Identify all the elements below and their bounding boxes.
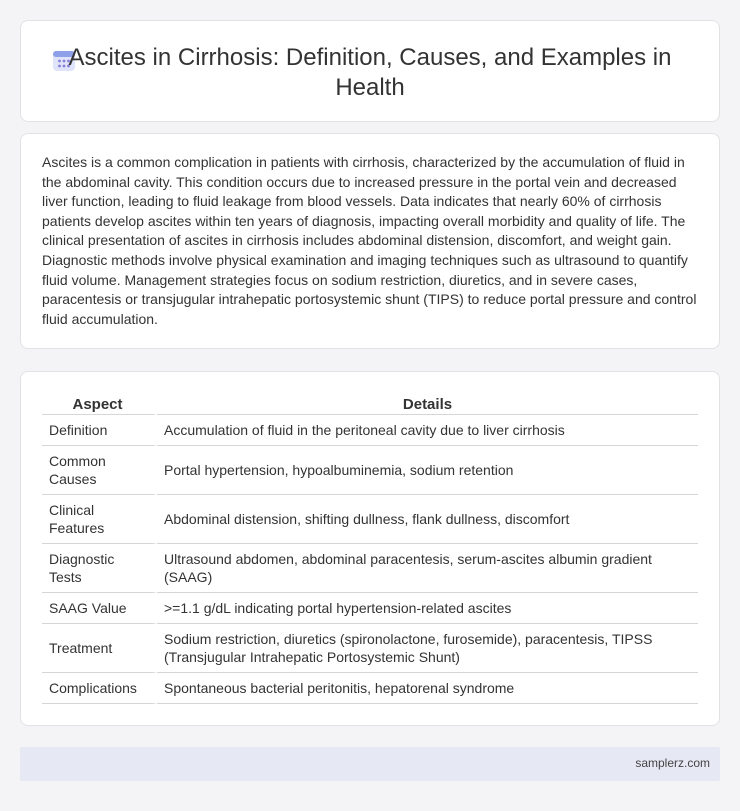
footer-site-link[interactable]: samplerz.com bbox=[635, 756, 710, 770]
row-aspect: SAAG Value bbox=[42, 593, 157, 624]
table-card bbox=[20, 371, 720, 726]
row-details: Sodium restriction, diuretics (spironolactone, furosemide), paracentesis, TIPSS (Transjugular Intrahepatic Portosystemic Shunt) bbox=[157, 624, 698, 673]
table-row bbox=[42, 673, 698, 704]
title-card bbox=[20, 20, 720, 122]
header-aspect: Aspect bbox=[42, 394, 157, 415]
row-details: Spontaneous bacterial peritonitis, hepatorenal syndrome bbox=[157, 673, 698, 704]
table-header-row bbox=[42, 394, 698, 415]
row-aspect: Diagnostic Tests bbox=[42, 544, 157, 593]
row-aspect: Definition bbox=[42, 415, 157, 446]
row-details: Portal hypertension, hypoalbuminemia, sodium retention bbox=[157, 446, 698, 495]
table-row bbox=[42, 415, 698, 446]
row-details: >=1.1 g/dL indicating portal hypertension-related ascites bbox=[157, 593, 698, 624]
row-details: Abdominal distension, shifting dullness, flank dullness, discomfort bbox=[157, 495, 698, 544]
row-details: Ultrasound abdomen, abdominal paracentesis, serum-ascites albumin gradient (SAAG) bbox=[157, 544, 698, 593]
header-details: Details bbox=[157, 394, 698, 415]
aspects-table bbox=[42, 394, 698, 704]
footer-bar bbox=[20, 747, 720, 781]
table-row bbox=[42, 446, 698, 495]
row-details: Accumulation of fluid in the peritoneal cavity due to liver cirrhosis bbox=[157, 415, 698, 446]
table-row bbox=[42, 624, 698, 673]
intro-paragraph: Ascites is a common complication in patients with cirrhosis, characterized by the accumulation of fluid in the abdominal cavity. This condition occurs due to increased pressure in the portal vein and decreased liver function, leading to fluid leakage from blood vessels. Data indicates that nearly 60% of cirrhosis patients develop ascites within ten years of diagnosis, impacting overall morbidity and quality of life. The clinical presentation of ascites in cirrhosis includes abdominal distension, discomfort, and weight gain. Diagnostic methods involve physical examination and imaging techniques such as ultrasound to quantify fluid volume. Management strategies focus on sodium restriction, diuretics, and in severe cases, paracentesis or transjugular intrahepatic portosystemic shunt (TIPS) to reduce portal pressure and control fluid accumulation. bbox=[42, 154, 697, 327]
row-aspect: Clinical Features bbox=[42, 495, 157, 544]
intro-card bbox=[20, 133, 720, 349]
row-aspect: Treatment bbox=[42, 624, 157, 673]
page-title: Ascites in Cirrhosis: Definition, Causes, and Examples in Health bbox=[68, 44, 672, 101]
row-aspect: Complications bbox=[42, 673, 157, 704]
table-row bbox=[42, 593, 698, 624]
table-row bbox=[42, 544, 698, 593]
row-aspect: Common Causes bbox=[42, 446, 157, 495]
table-row bbox=[42, 495, 698, 544]
